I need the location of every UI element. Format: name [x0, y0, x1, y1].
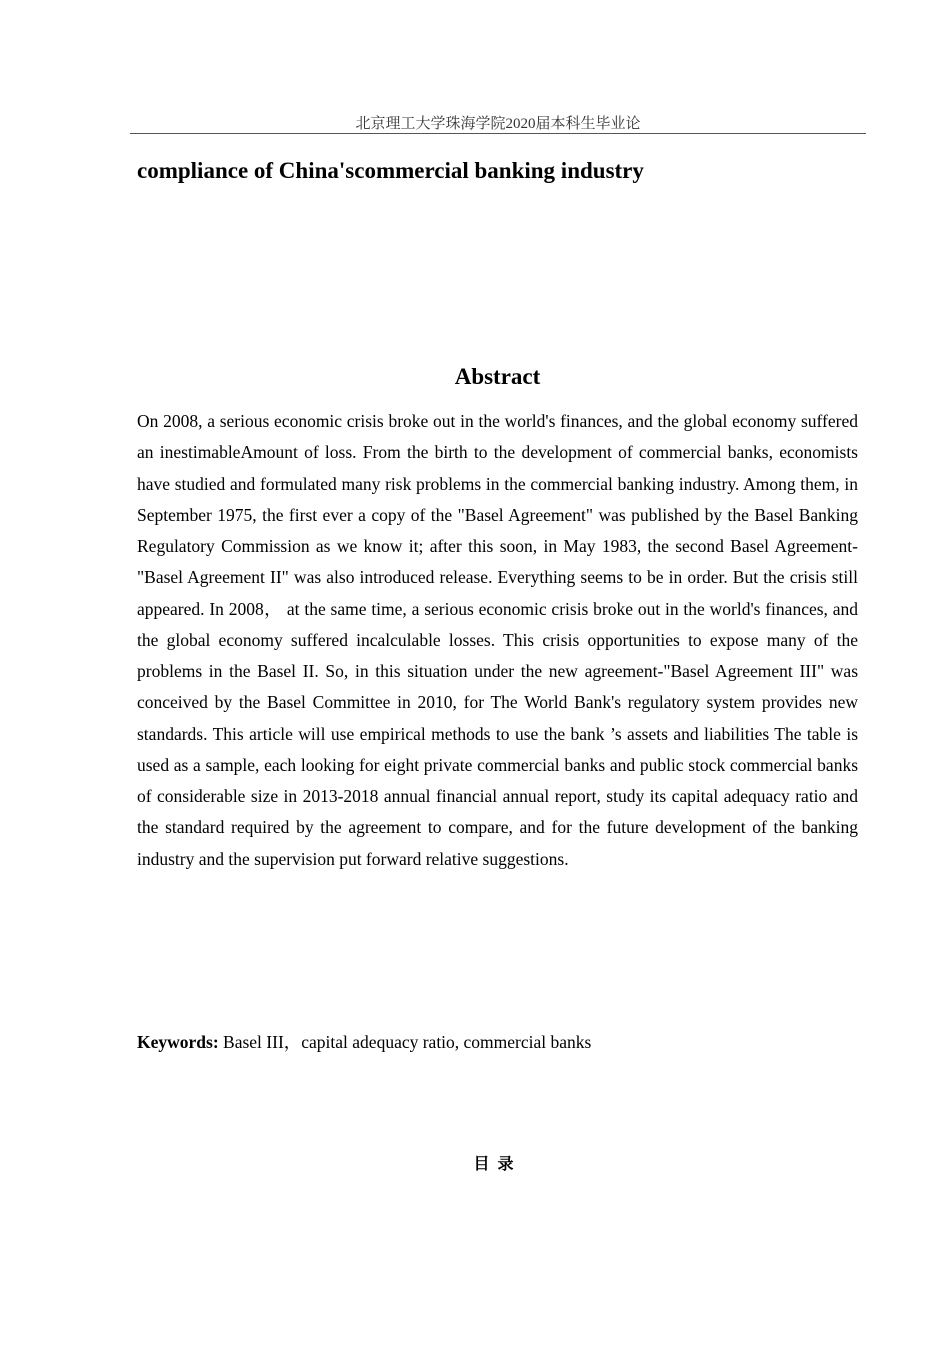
- header-rule: [130, 133, 866, 134]
- abstract-body: On 2008, a serious economic crisis broke out in the world's finances, and the global economy suffered an inestimableAmount of loss. From the birth to the development of commercial banks, economists have studied and formulated many risk problems in the commercial banking industry. Among them, in September 1975, the first ever a copy of the "Basel Agreement" was published by the Basel Banking Regulatory Commission as we know it; after this soon, in May 1983, the second Basel Agreement-"Basel Agreement II" was also introduced release. Everything seems to be in order. But the crisis still appeared. In 2008， at the same time, a serious economic crisis broke out in the world's finances, and the global economy suffered incalculable losses. This crisis opportunities to expose many of the problems in the Basel II. So, in this situation under the new agreement-"Basel Agreement III" was conceived by the Basel Committee in 2010, for The World Bank's regulatory system provides new standards. This article will use empirical methods to use the bank ’s assets and liabilities The table is used as a sample, each looking for eight private commercial banks and public stock commercial banks of considerable size in 2013-2018 annual financial annual report, study its capital adequacy ratio and the standard required by the agreement to compare, and for the future development of the banking industry and the supervision put forward relative suggestions.: [137, 411, 858, 869]
- keywords-line: [137, 1028, 858, 1056]
- keywords-values: Basel III，capital adequacy ratio, commercial banks: [223, 1032, 592, 1052]
- keywords-label: Keywords:: [137, 1032, 219, 1052]
- table-of-contents-heading: 目录: [473, 1154, 522, 1173]
- abstract-heading: Abstract: [454, 364, 541, 389]
- running-header: 北京理工大学珠海学院2020届本科生毕业论: [355, 116, 641, 132]
- english-title-fragment: compliance of China'scommercial banking industry: [137, 158, 644, 183]
